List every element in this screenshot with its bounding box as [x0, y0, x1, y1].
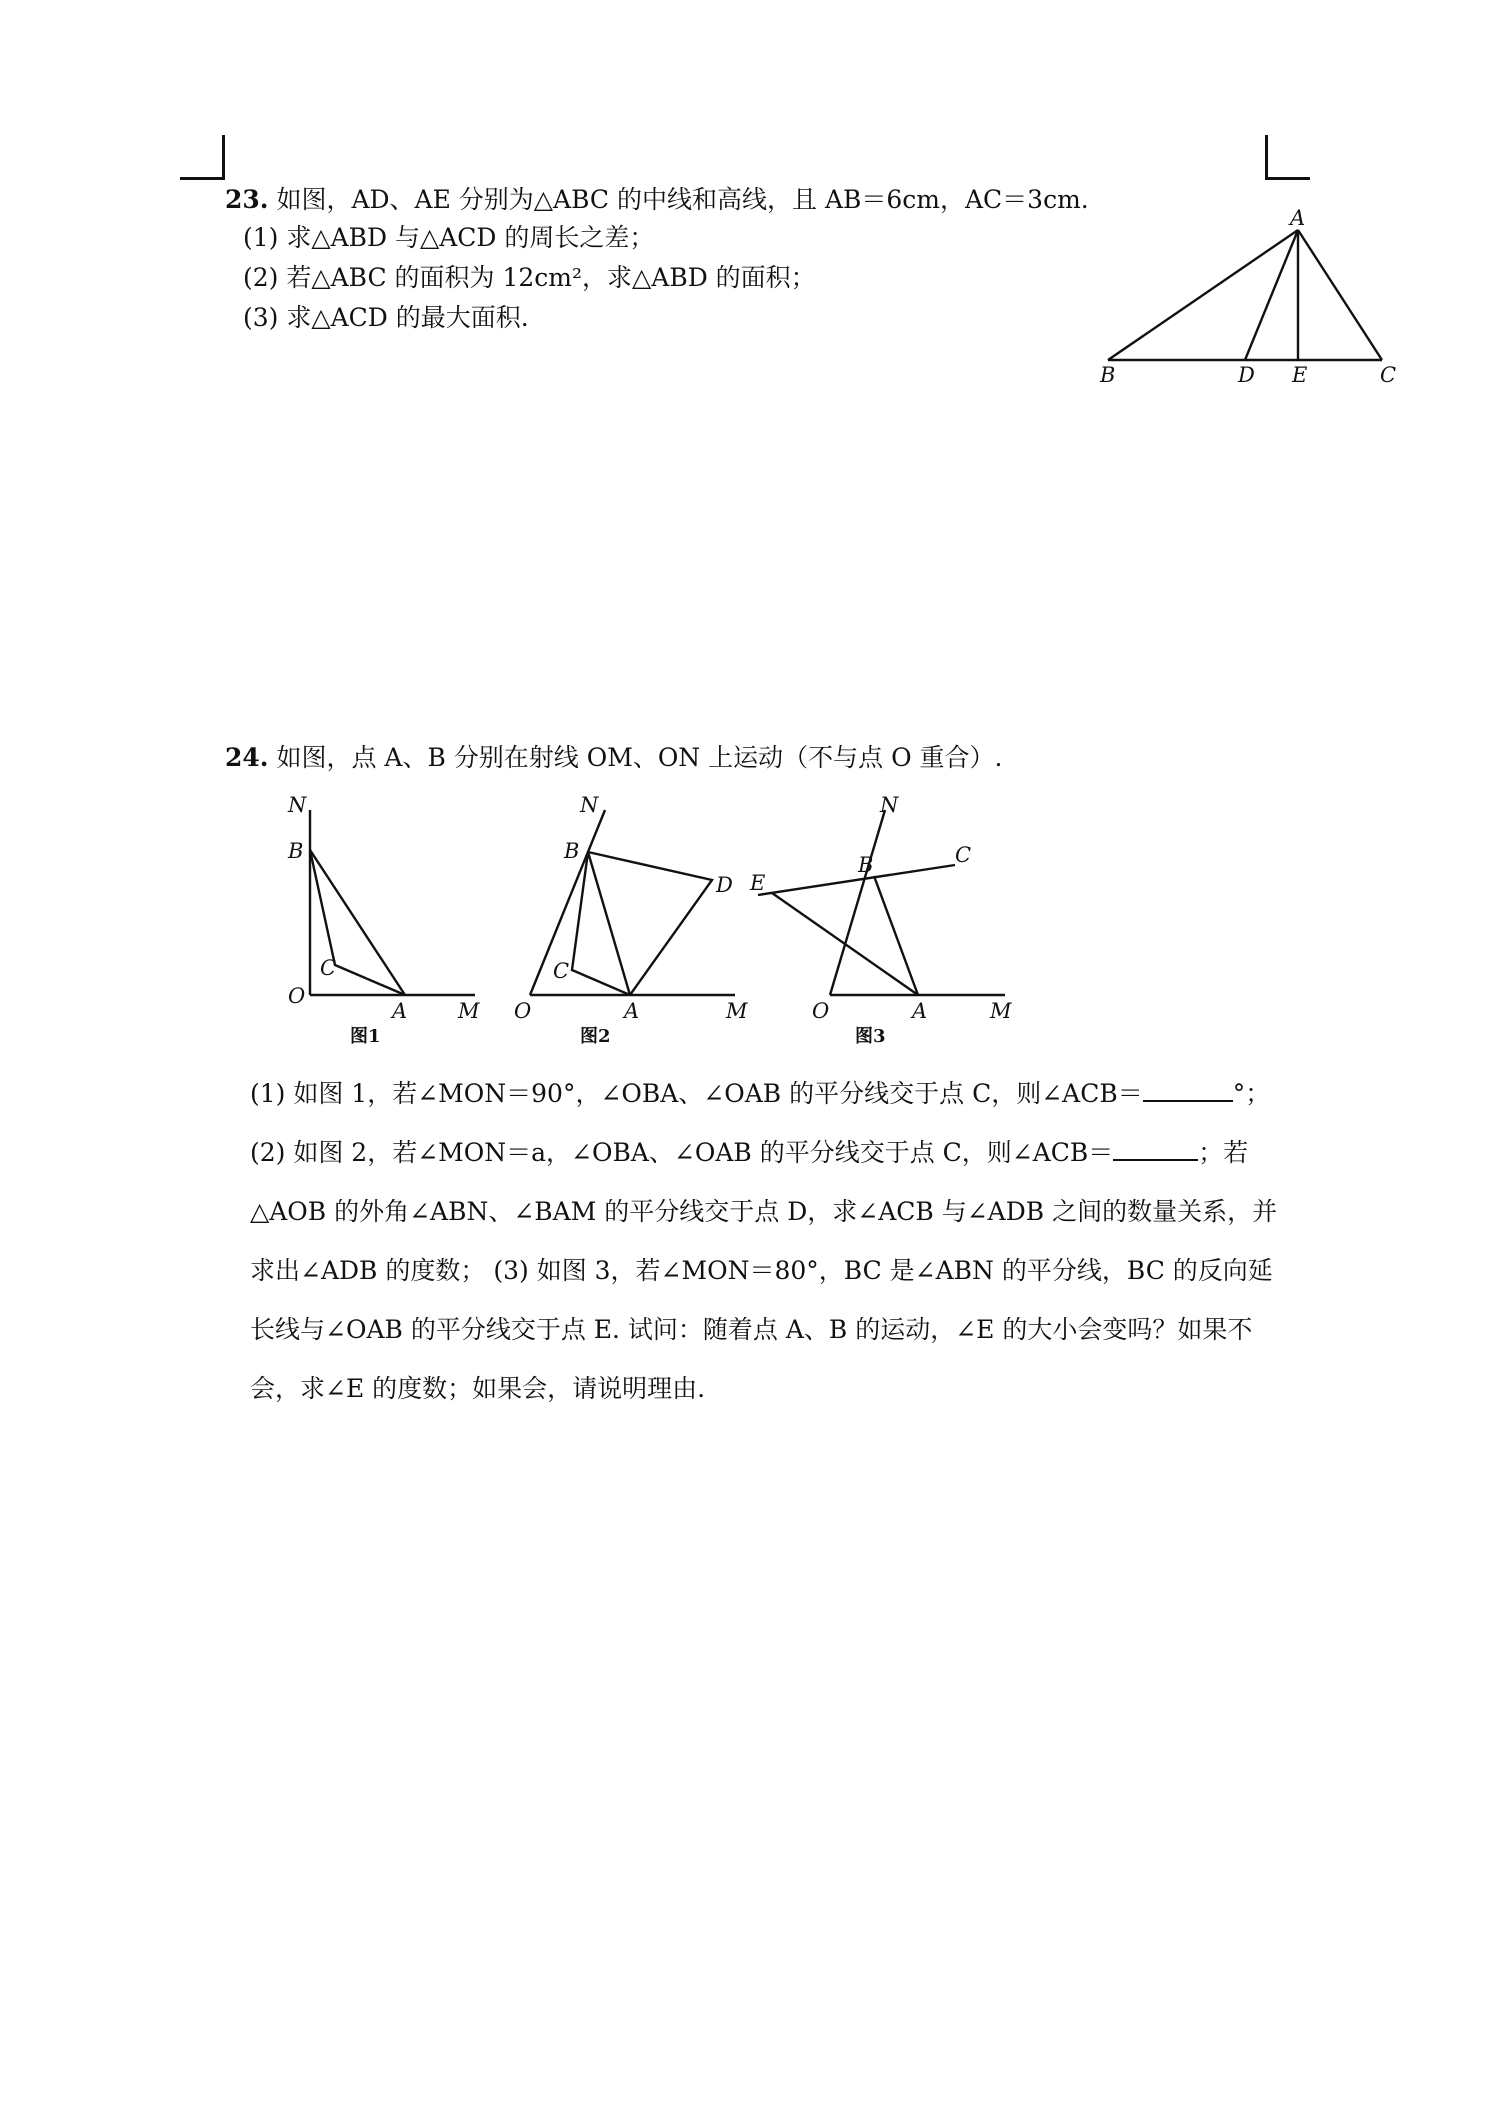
label-d: D [716, 873, 733, 897]
caption-fig3: 图3 [855, 1026, 886, 1047]
label-m: M [990, 999, 1012, 1023]
label-n: N [288, 793, 307, 817]
label-o: O [514, 999, 532, 1023]
q23-part-1: (1) 求△ABD 与△ACD 的周长之差； [243, 223, 655, 252]
q24-part-3-text: (3) 如图 3，若∠MON＝80°，BC 是∠ABN 的平分线，BC 的反向延长线与∠OAB 的平分线交于点 E. 试问：随着点 A、B 的运动，∠E 的大小会变吗？如果不会，求∠E 的度数；如果会，请说明理由. [250, 1256, 1273, 1403]
label-c: C [553, 959, 570, 983]
q23-stem-line [225, 184, 1089, 216]
q24-part-2-3 [250, 1123, 1280, 1418]
label-n: N [580, 793, 599, 817]
label-c: C [320, 956, 337, 980]
crop-mark-right [1265, 135, 1310, 180]
label-c: C [1380, 363, 1397, 387]
label-a: A [912, 999, 928, 1023]
label-e: E [1292, 363, 1308, 387]
q24-part-2-text: (2) 如图 2，若∠MON＝a，∠OBA、∠OAB 的平分线交于点 C，则∠ACB＝ [250, 1138, 1114, 1167]
q24-figure-3 [750, 790, 1030, 1050]
label-b: B [288, 839, 304, 863]
q23-triangle-figure [1100, 206, 1400, 400]
bisectors-bd-da [588, 852, 712, 995]
label-b: B [1100, 363, 1116, 387]
label-c: C [955, 843, 972, 867]
q23-number: 23. [225, 185, 269, 214]
segment-ab [1108, 230, 1298, 360]
q24-figure-2 [500, 790, 760, 1050]
q23-stem: 如图，AD、AE 分别为△ABC 的中线和高线，且 AB＝6cm，AC＝3cm. [276, 185, 1089, 214]
q24-part-1-text: (1) 如图 1，若∠MON＝90°，∠OBA、∠OAB 的平分线交于点 C，则∠ACB＝ [250, 1079, 1143, 1108]
q24-stem: 如图，点 A、B 分别在射线 OM、ON 上运动（不与点 O 重合）. [276, 743, 1003, 772]
q24-figure-1 [280, 790, 500, 1050]
label-m: M [458, 999, 480, 1023]
q24-number: 24. [225, 743, 269, 772]
caption-fig2: 图2 [580, 1026, 611, 1047]
label-a: A [1290, 206, 1306, 230]
label-e: E [750, 871, 766, 895]
crop-mark-left [180, 135, 225, 180]
q24-part-2-rest: ；若△AOB 的外角∠ABN、∠BAM 的平分线交于点 D，求∠ACB 与∠ADB 之间的数量关系，并求出∠ADB 的度数； [250, 1138, 1278, 1285]
label-b: B [564, 839, 580, 863]
label-o: O [812, 999, 830, 1023]
label-a: A [624, 999, 640, 1023]
answer-blank-2[interactable] [1113, 1139, 1198, 1161]
caption-fig1: 图1 [350, 1026, 381, 1047]
segment-ea [772, 893, 918, 995]
segment-ba [588, 852, 630, 995]
segment-ac [1298, 230, 1382, 360]
segment-ba [874, 876, 918, 995]
bisectors-bc-ca [572, 852, 630, 995]
q24-stem-line [225, 742, 1002, 774]
label-m: M [726, 999, 748, 1023]
q23-part-2: (2) 若△ABC 的面积为 12cm²，求△ABD 的面积； [243, 263, 816, 292]
line-ec [758, 865, 955, 895]
q23-part-3: (3) 求△ACD 的最大面积. [243, 303, 529, 332]
label-o: O [288, 984, 306, 1008]
label-b: B [858, 853, 874, 877]
q24-part-1 [250, 1064, 1280, 1123]
answer-blank-1[interactable] [1143, 1080, 1233, 1102]
q24-part-1-end: °； [1232, 1079, 1271, 1108]
label-d: D [1238, 363, 1255, 387]
label-a: A [392, 999, 408, 1023]
label-n: N [880, 793, 899, 817]
